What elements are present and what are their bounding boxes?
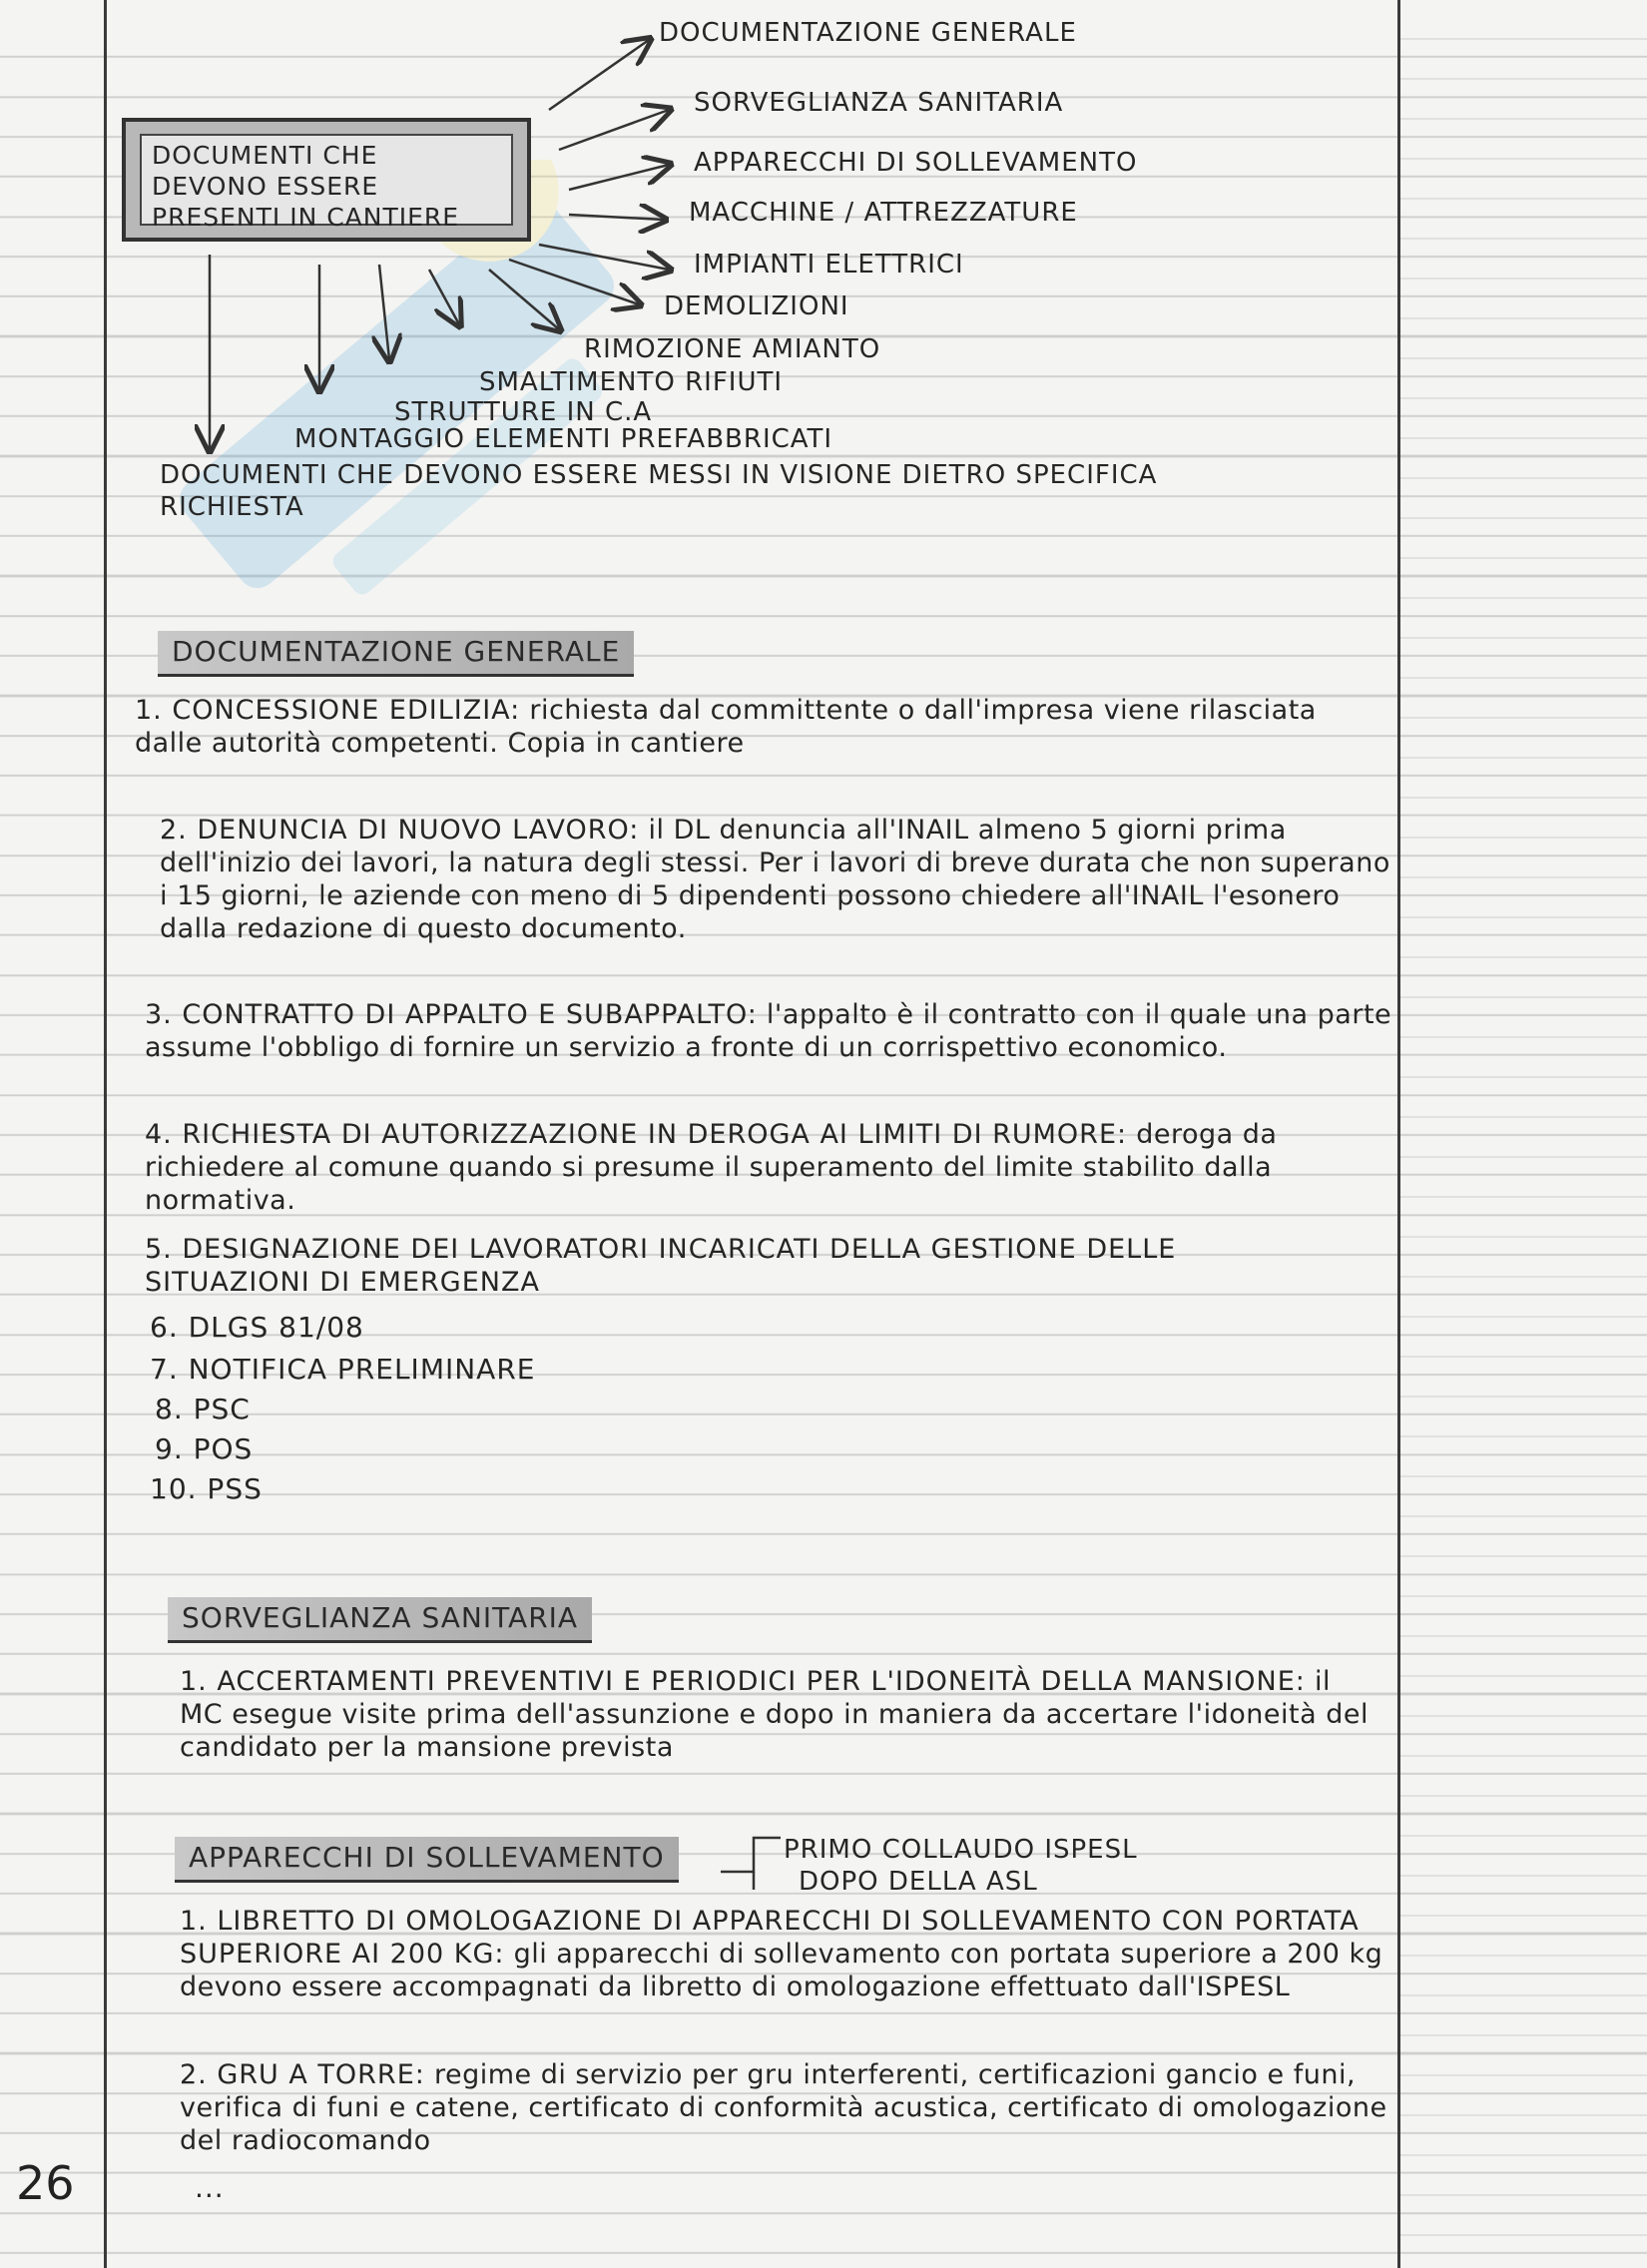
diagram-bottom-note: DOCUMENTI CHE DEVONO ESSERE MESSI IN VISIONE DIETRO SPECIFICA RICHIESTA [160,460,1158,522]
arrow-2 [559,110,669,150]
side-note-connector [719,1832,789,1892]
doc-item-4-text: deroga da richiedere al comune quando si presume il superamento del limite stabilito dalla normativa. [145,1119,1278,1216]
heading-sorveglianza-sanitaria: SORVEGLIANZA SANITARIA [168,1597,592,1643]
arrow-4 [569,215,664,220]
sorv-item-1-text: il MC esegue visite prima dell'assunzione e dopo in maniera da accertare l'idoneità del candidato per la mansione prevista [180,1666,1369,1763]
doc-item-4 [145,1118,1392,1217]
app-ellipsis: ... [195,2171,225,2204]
doc-item-5 [145,1233,1343,1299]
doc-item-1-lead: 1. CONCESSIONE EDILIZIA: [135,695,521,726]
sorv-item-1 [180,1665,1377,1764]
center-box-label: DOCUMENTI CHE DEVONO ESSERE PRESENTI IN CANTIERE [152,141,460,232]
branch-label-7: RIMOZIONE AMIANTO [584,334,881,364]
side-note-line-1: PRIMO COLLAUDO ISPESL [784,1835,1138,1865]
branch-label-9: STRUTTURE IN C.A [394,397,653,427]
app-item-1 [180,1905,1397,2003]
heading-apparecchi-sollevamento: APPARECCHI DI SOLLEVAMENTO [175,1837,679,1883]
branch-label-5: IMPIANTI ELETTRICI [694,250,964,280]
doc-item-2-text: il DL denuncia all'INAIL almeno 5 giorni prima dell'inizio dei lavori, la natura degli stessi. Per i lavori di breve durata che non superano i 15 giorni, le aziende con meno di 5 dipendenti possono chiedere all'INAIL l'esonero dalla redazione di questo documento. [160,815,1390,944]
arrow-8 [429,270,459,324]
branch-label-2: SORVEGLIANZA SANITARIA [694,88,1064,118]
doc-short-item-6: 6. DLGS 81/08 [150,1311,364,1344]
app-item-1-lead: 1. LIBRETTO DI OMOLOGAZIONE DI APPARECCHI DI SOLLEVAMENTO CON PORTATA SUPERIORE AI 200 KG: [180,1906,1360,1970]
arrow-9 [379,265,389,359]
app-item-2 [180,2058,1397,2157]
arrow-5 [539,245,669,270]
page-number: 26 [16,2156,75,2210]
doc-item-1-text: richiesta dal committente o dall'impresa viene rilasciata dalle autorità competenti. Copia in cantiere [135,695,1317,759]
branch-label-10: MONTAGGIO ELEMENTI PREFABBRICATI [294,424,833,454]
arrow-3 [569,165,669,190]
doc-short-item-7: 7. NOTIFICA PRELIMINARE [150,1353,536,1386]
doc-short-item-8: 8. PSC [155,1393,251,1425]
doc-item-1 [135,694,1382,760]
doc-item-3-lead: 3. CONTRATTO DI APPALTO E SUBAPPALTO: [145,999,758,1030]
branch-label-8: SMALTIMENTO RIFIUTI [479,367,784,397]
app-item-1-text: gli apparecchi di sollevamento con portata superiore a 200 kg devono essere accompagnati da libretto di omologazione effettuato dall'ISPESL [180,1939,1383,2002]
app-item-2-lead: 2. GRU A TORRE: [180,2059,425,2090]
doc-item-4-lead: 4. RICHIESTA DI AUTORIZZAZIONE IN DEROGA AI LIMITI DI RUMORE: [145,1119,1128,1150]
doc-item-3 [145,998,1392,1064]
arrow-6 [509,260,639,304]
arrow-1 [549,40,649,110]
doc-short-item-10: 10. PSS [150,1472,263,1505]
doc-item-5-lead: 5. DESIGNAZIONE DEI LAVORATORI INCARICATI DELLA GESTIONE DELLE SITUAZIONI DI EMERGENZA [145,1234,1177,1298]
app-item-2-text: regime di servizio per gru interferenti, certificazioni gancio e funi, verifica di funi e catene, certificato di conformità acustica, certificato di omologazione del radiocomando [180,2059,1387,2156]
sorv-item-1-lead: 1. ACCERTAMENTI PREVENTIVI E PERIODICI PER L'IDONEITÀ DELLA MANSIONE: [180,1666,1306,1697]
branch-label-6: DEMOLIZIONI [664,291,849,321]
heading-documentazione-generale: DOCUMENTAZIONE GENERALE [158,631,634,677]
branch-label-3: APPARECCHI DI SOLLEVAMENTO [694,148,1138,178]
arrow-7 [489,270,559,329]
branch-label-1: DOCUMENTAZIONE GENERALE [659,18,1077,48]
doc-item-2 [160,814,1397,945]
doc-item-3-text: l'appalto è il contratto con il quale una parte assume l'obbligo di fornire un servizio a fronte di un corrispettivo economico. [145,999,1392,1063]
doc-item-2-lead: 2. DENUNCIA DI NUOVO LAVORO: [160,815,640,846]
branch-label-4: MACCHINE / ATTREZZATURE [689,198,1078,228]
doc-short-item-9: 9. POS [155,1432,254,1465]
side-note-line-2: DOPO DELLA ASL [799,1867,1038,1897]
